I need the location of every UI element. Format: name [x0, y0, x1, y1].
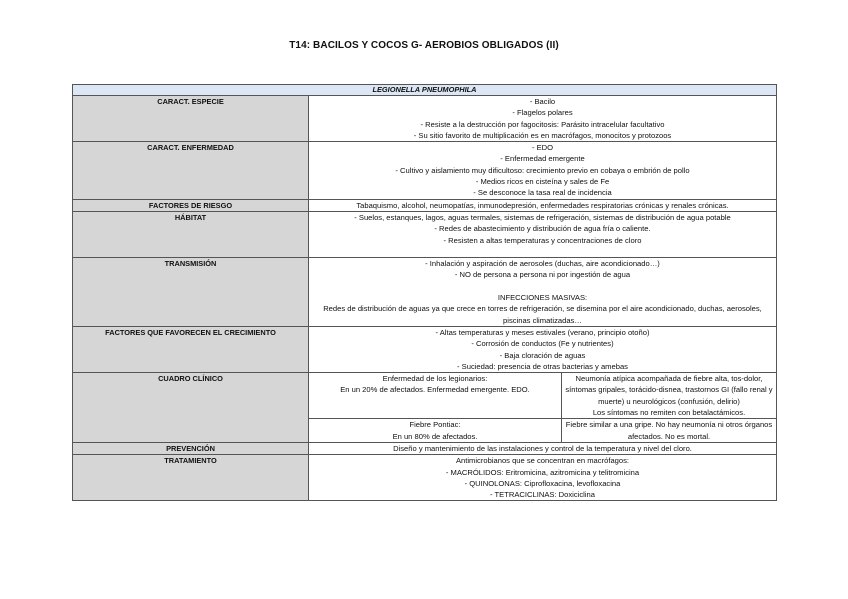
habitat-line: - Suelos, estanques, lagos, aguas termales, sistemas de refrigeración, sistemas de distribución de agua potable: [354, 212, 731, 222]
row-habitat: [73, 211, 777, 257]
label-habitat: HÁBITAT: [73, 211, 309, 257]
content-habitat: [309, 211, 777, 257]
prevencion-text: Diseño y mantenimiento de las instalaciones y control de la temperatura y nivel del cloro.: [393, 443, 692, 453]
legionarios-line: Enfermedad de los legionarios:: [382, 374, 488, 384]
enfermedad-line: - Cultivo y aislamiento muy dificultoso: crecimiento previo en cobaya o embrión de pollo: [395, 165, 690, 175]
label-transmision: TRANSMISIÓN: [73, 258, 309, 327]
masivas-title: INFECCIONES MASIVAS:: [497, 293, 588, 303]
content-riesgo: [309, 199, 777, 211]
legionella-table: [72, 84, 777, 501]
crecimiento-line: - Baja cloración de aguas: [499, 350, 586, 360]
row-enfermedad: [73, 142, 777, 199]
pontiac-line: En un 80% de afectados.: [392, 431, 478, 441]
enfermedad-line: - Medios ricos en cisteína y sales de Fe: [475, 177, 610, 187]
spacer: [311, 246, 774, 257]
masivas-text: Redes de distribución de aguas ya que crece en torres de refrigeración, se disemina por el aire acondicionado, duchas, aerosoles, piscinas climatizadas…: [323, 304, 762, 325]
header-row: [73, 85, 777, 96]
pontiac-desc-text: Fiebre similar a una gripe. No hay neumonía ni otros órganos afectados. No es mortal.: [565, 420, 773, 441]
row-prevencion: [73, 442, 777, 454]
habitat-line: - Resisten a altas temperaturas y concentraciones de cloro: [443, 235, 642, 245]
content-crecimiento: [309, 326, 777, 372]
tratamiento-line: Antimicrobianos que se concentran en macrófagos:: [455, 456, 630, 466]
row-especie: [73, 96, 777, 142]
especie-line: - Resiste a la destrucción por fagocitosis: Parásito intracelular facultativo: [420, 119, 665, 129]
label-especie: CARACT. ESPECIE: [73, 96, 309, 142]
content-tratamiento: [309, 455, 777, 501]
label-clinico: CUADRO CLÍNICO: [73, 373, 309, 443]
crecimiento-line: - Altas temperaturas y meses estivales (verano, principio otoño): [435, 327, 650, 337]
crecimiento-line: - Suciedad: presencia de otras bacterias y amebas: [457, 361, 628, 371]
enfermedad-line: - Se desconoce la tasa real de incidencia: [473, 188, 612, 198]
table-header: LEGIONELLA PNEUMOPHILA: [73, 85, 777, 96]
especie-line: - Bacilo: [529, 97, 556, 106]
row-tratamiento: [73, 455, 777, 501]
spacer: [311, 281, 774, 292]
content-enfermedad: [309, 142, 777, 199]
label-tratamiento: TRATAMIENTO: [73, 455, 309, 501]
label-prevencion: PREVENCIÓN: [73, 442, 309, 454]
especie-line: - Flagelos polares: [512, 108, 573, 118]
label-riesgo: FACTORES DE RIESGO: [73, 199, 309, 211]
especie-line: - Su sitio favorito de multiplicación es en macrófagos, monocitos y protozoos: [413, 130, 672, 140]
riesgo-text: Tabaquismo, alcohol, neumopatías, inmunodepresión, enfermedades respiratorias crónicas y renales crónicas.: [356, 200, 729, 210]
label-crecimiento: FACTORES QUE FAVORECEN EL CRECIMIENTO: [73, 326, 309, 372]
pontiac-line: Fiebre Pontiac:: [409, 420, 461, 430]
tratamiento-line: - TETRACICLINAS: Doxiciclina: [490, 490, 595, 500]
pontiac-desc: [562, 419, 777, 443]
content-transmision: [309, 258, 777, 327]
row-crecimiento: [73, 326, 777, 372]
habitat-line: - Redes de abastecimiento y distribución de agua fría o caliente.: [434, 224, 651, 234]
transmision-line: - Inhalación y aspiración de aerosoles (duchas, aire acondicionado…): [425, 259, 660, 269]
content-prevencion: [309, 442, 777, 454]
tratamiento-line: - MACRÓLIDOS: Eritromicina, azitromicina y telitromicina: [445, 467, 640, 477]
enfermedad-line: - Enfermedad emergente: [500, 154, 585, 164]
legionarios-line: En un 20% de afectados. Enfermedad emergente. EDO.: [340, 385, 530, 395]
enfermedad-line: - EDO: [531, 143, 554, 153]
transmision-line: - NO de persona a persona ni por ingestión de agua: [454, 270, 631, 280]
legionarios-note: Los síntomas no remiten con betalactámicos.: [592, 408, 746, 418]
row-transmision: [73, 258, 777, 327]
label-enfermedad: CARACT. ENFERMEDAD: [73, 142, 309, 199]
tratamiento-line: - QUINOLONAS: Ciprofloxacina, levofloxacina: [464, 478, 621, 488]
row-riesgo: [73, 199, 777, 211]
legionarios-desc: [562, 373, 777, 419]
row-clinico-legionarios: [73, 373, 777, 419]
pontiac-name: [309, 419, 562, 443]
legionarios-desc-text: Neumonía atípica acompañada de fiebre alta, tos-dolor, síntomas gripales, torácido-disnea, trastornos GI (fallo renal y muerte) u neurológicos (confusión, delirio): [565, 374, 773, 406]
crecimiento-line: - Corrosión de conductos (Fe y nutrientes): [471, 339, 614, 349]
content-especie: [309, 96, 777, 142]
legionarios-name: [309, 373, 562, 419]
document-title: T14: BACILOS Y COCOS G- AEROBIOS OBLIGADOS (II): [289, 40, 559, 51]
